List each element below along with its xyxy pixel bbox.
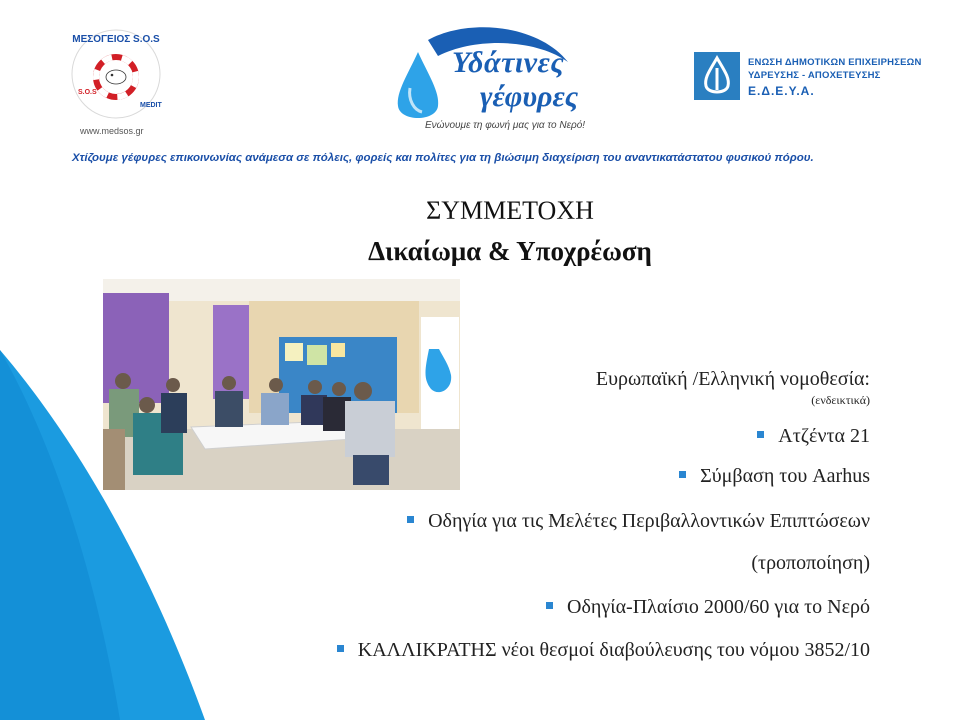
list-item: Οδηγία για τις Μελέτες Περιβαλλοντικών Επιπτώσεων: [407, 510, 870, 533]
edeya-line1: ΕΝΩΣΗ ΔΗΜΟΤΙΚΩΝ ΕΠΙΧΕΙΡΗΣΕΩΝ: [748, 57, 922, 68]
ydatines-title-line2: γέφυρες: [480, 80, 579, 113]
list-item-continuation: (τροποποίηση): [751, 552, 870, 574]
svg-text:ΜΕΣΟΓΕΙΟΣ S.O.S: ΜΕΣΟΓΕΙΟΣ S.O.S: [72, 34, 160, 45]
slide-title: ΣΥΜΜΕΤΟΧΗ: [426, 196, 594, 225]
edeya-line2: ΥΔΡΕΥΣΗΣ - ΑΠΟΧΕΤΕΥΣΗΣ: [748, 70, 881, 81]
bullet-icon: [757, 431, 764, 438]
edeya-logo-icon: [694, 52, 740, 100]
edeya-line3: Ε.Δ.Ε.Υ.Α.: [748, 84, 815, 98]
svg-text:MEDIT: MEDIT: [140, 102, 162, 109]
list-item: Ατζέντα 21: [757, 425, 870, 448]
list-item: Οδηγία-Πλαίσιο 2000/60 για το Νερό: [546, 596, 870, 619]
ydatines-title-line1: Υδάτινες: [452, 46, 565, 79]
medsos-url: www.medsos.gr: [80, 126, 144, 136]
ydatines-tagline: Ενώνουμε τη φωνή μας για το Νερό!: [425, 120, 586, 131]
svg-text:S.O.S: S.O.S: [78, 89, 97, 96]
legislation-note: (ενδεικτικά): [811, 393, 870, 407]
bullet-icon: [679, 471, 686, 478]
bullet-icon: [546, 602, 553, 609]
medsos-logo: [66, 22, 166, 142]
list-item: ΚΑΛΛΙΚΡΑΤΗΣ νέοι θεσμοί διαβούλευσης του νόμου 3852/10: [337, 639, 870, 662]
legislation-heading: Ευρωπαϊκή /Ελληνική νομοθεσία:: [595, 368, 870, 390]
bullet-icon: [407, 516, 414, 523]
slide-subtitle: Δικαίωμα & Υποχρέωση: [368, 236, 652, 266]
list-item: Σύμβαση του Aarhus: [679, 465, 870, 488]
workshop-photo: [103, 279, 460, 490]
header-tagline: Χτίζουμε γέφυρες επικοινωνίας ανάμεσα σε πόλεις, φορείς και πολίτες για τη βιώσιμη διαχείριση του αναντικατάστατου φυσικού πόρου.: [72, 152, 814, 164]
bullet-icon: [337, 645, 344, 652]
